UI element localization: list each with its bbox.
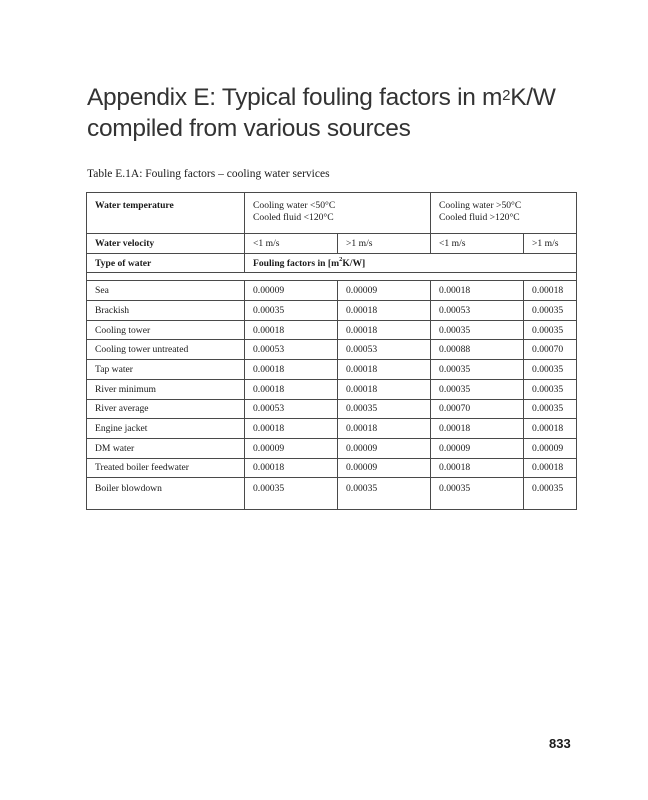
fouling-value-cell: 0.00035 <box>524 320 577 340</box>
water-temperature-label: Water temperature <box>87 193 245 234</box>
fouling-value-cell: 0.00018 <box>431 419 524 439</box>
fouling-label-sup: 2 <box>339 255 343 263</box>
water-type-cell: DM water <box>87 438 245 458</box>
fouling-value-cell: 0.00053 <box>431 301 524 321</box>
velocity-cell: <1 m/s <box>431 234 524 254</box>
fouling-value-cell: 0.00088 <box>431 340 524 360</box>
fouling-value-cell: 0.00053 <box>245 340 338 360</box>
fouling-value-cell: 0.00018 <box>431 281 524 301</box>
table-row <box>87 360 577 380</box>
table-row <box>87 419 577 439</box>
table-row <box>87 399 577 419</box>
fouling-value-cell: 0.00018 <box>245 419 338 439</box>
fouling-value-cell: 0.00018 <box>338 320 431 340</box>
fouling-value-cell: 0.00009 <box>245 281 338 301</box>
fouling-value-cell: 0.00018 <box>245 360 338 380</box>
velocity-cell: >1 m/s <box>338 234 431 254</box>
table-row <box>87 320 577 340</box>
fouling-value-cell: 0.00070 <box>431 399 524 419</box>
title-line2: compiled from various sources <box>87 115 411 142</box>
temperature-group-low <box>245 193 431 234</box>
fouling-value-cell: 0.00018 <box>245 320 338 340</box>
water-type-cell: River minimum <box>87 379 245 399</box>
table-row <box>87 379 577 399</box>
fouling-value-cell: 0.00009 <box>245 438 338 458</box>
table-row <box>87 281 577 301</box>
table-body <box>87 281 577 510</box>
water-type-cell: Treated boiler feedwater <box>87 458 245 478</box>
fouling-value-cell: 0.00035 <box>524 379 577 399</box>
table-caption: Table E.1A: Fouling factors – cooling water services <box>87 168 330 180</box>
fouling-value-cell: 0.00018 <box>338 301 431 321</box>
water-type-cell: River average <box>87 399 245 419</box>
fouling-value-cell: 0.00009 <box>524 438 577 458</box>
title-prefix: Appendix E: Typical fouling factors in m <box>87 84 503 111</box>
temperature-group-high <box>431 193 577 234</box>
fouling-value-cell: 0.00018 <box>524 419 577 439</box>
fouling-value-cell: 0.00018 <box>431 458 524 478</box>
fouling-value-cell: 0.00035 <box>524 399 577 419</box>
fouling-value-cell: 0.00053 <box>245 399 338 419</box>
fouling-value-cell: 0.00009 <box>338 281 431 301</box>
fouling-value-cell: 0.00018 <box>245 379 338 399</box>
water-type-cell: Brackish <box>87 301 245 321</box>
water-type-cell: Cooling tower <box>87 320 245 340</box>
spacer-cell <box>87 273 577 281</box>
water-temperature-row <box>87 193 577 234</box>
temperature-group-high-line1: Cooling water >50°C <box>439 200 522 211</box>
temperature-group-high-line2: Cooled fluid >120°C <box>439 212 520 223</box>
spacer-row <box>87 273 577 281</box>
fouling-value-cell: 0.00035 <box>524 360 577 380</box>
velocity-cell: <1 m/s <box>245 234 338 254</box>
fouling-value-cell: 0.00035 <box>245 301 338 321</box>
fouling-value-cell: 0.00035 <box>431 379 524 399</box>
fouling-value-cell: 0.00018 <box>338 419 431 439</box>
table-row <box>87 478 577 510</box>
fouling-value-cell: 0.00035 <box>431 360 524 380</box>
table-row <box>87 340 577 360</box>
table-row <box>87 458 577 478</box>
water-velocity-row <box>87 234 577 254</box>
fouling-value-cell: 0.00035 <box>338 399 431 419</box>
fouling-factors-table <box>86 192 577 510</box>
fouling-label-prefix: Fouling factors in [m <box>253 257 340 269</box>
temperature-group-low-line2: Cooled fluid <120°C <box>253 212 334 223</box>
type-of-water-row <box>87 253 577 273</box>
fouling-value-cell: 0.00035 <box>338 478 431 510</box>
fouling-value-cell: 0.00018 <box>524 281 577 301</box>
fouling-value-cell: 0.00035 <box>245 478 338 510</box>
fouling-value-cell: 0.00035 <box>524 478 577 510</box>
fouling-value-cell: 0.00035 <box>431 320 524 340</box>
page-number: 833 <box>549 736 571 751</box>
fouling-value-cell: 0.00018 <box>245 458 338 478</box>
fouling-value-cell: 0.00009 <box>338 458 431 478</box>
fouling-value-cell: 0.00018 <box>338 360 431 380</box>
title-superscript: 2 <box>502 87 511 104</box>
fouling-value-cell: 0.00009 <box>431 438 524 458</box>
water-type-cell: Sea <box>87 281 245 301</box>
fouling-label-suffix: K/W] <box>342 257 366 269</box>
fouling-value-cell: 0.00018 <box>524 458 577 478</box>
fouling-value-cell: 0.00070 <box>524 340 577 360</box>
water-velocity-label: Water velocity <box>87 234 245 254</box>
water-type-cell: Tap water <box>87 360 245 380</box>
fouling-factors-label <box>245 253 577 273</box>
fouling-value-cell: 0.00035 <box>431 478 524 510</box>
fouling-value-cell: 0.00035 <box>524 301 577 321</box>
page-title <box>87 82 607 144</box>
table-row <box>87 301 577 321</box>
fouling-value-cell: 0.00009 <box>338 438 431 458</box>
fouling-value-cell: 0.00018 <box>338 379 431 399</box>
table-row <box>87 438 577 458</box>
title-suffix: K/W <box>510 84 556 111</box>
type-of-water-label: Type of water <box>87 253 245 273</box>
water-type-cell: Engine jacket <box>87 419 245 439</box>
water-type-cell: Cooling tower untreated <box>87 340 245 360</box>
velocity-cell: >1 m/s <box>524 234 577 254</box>
fouling-value-cell: 0.00053 <box>338 340 431 360</box>
temperature-group-low-line1: Cooling water <50°C <box>253 200 336 211</box>
water-type-cell: Boiler blowdown <box>87 478 245 510</box>
